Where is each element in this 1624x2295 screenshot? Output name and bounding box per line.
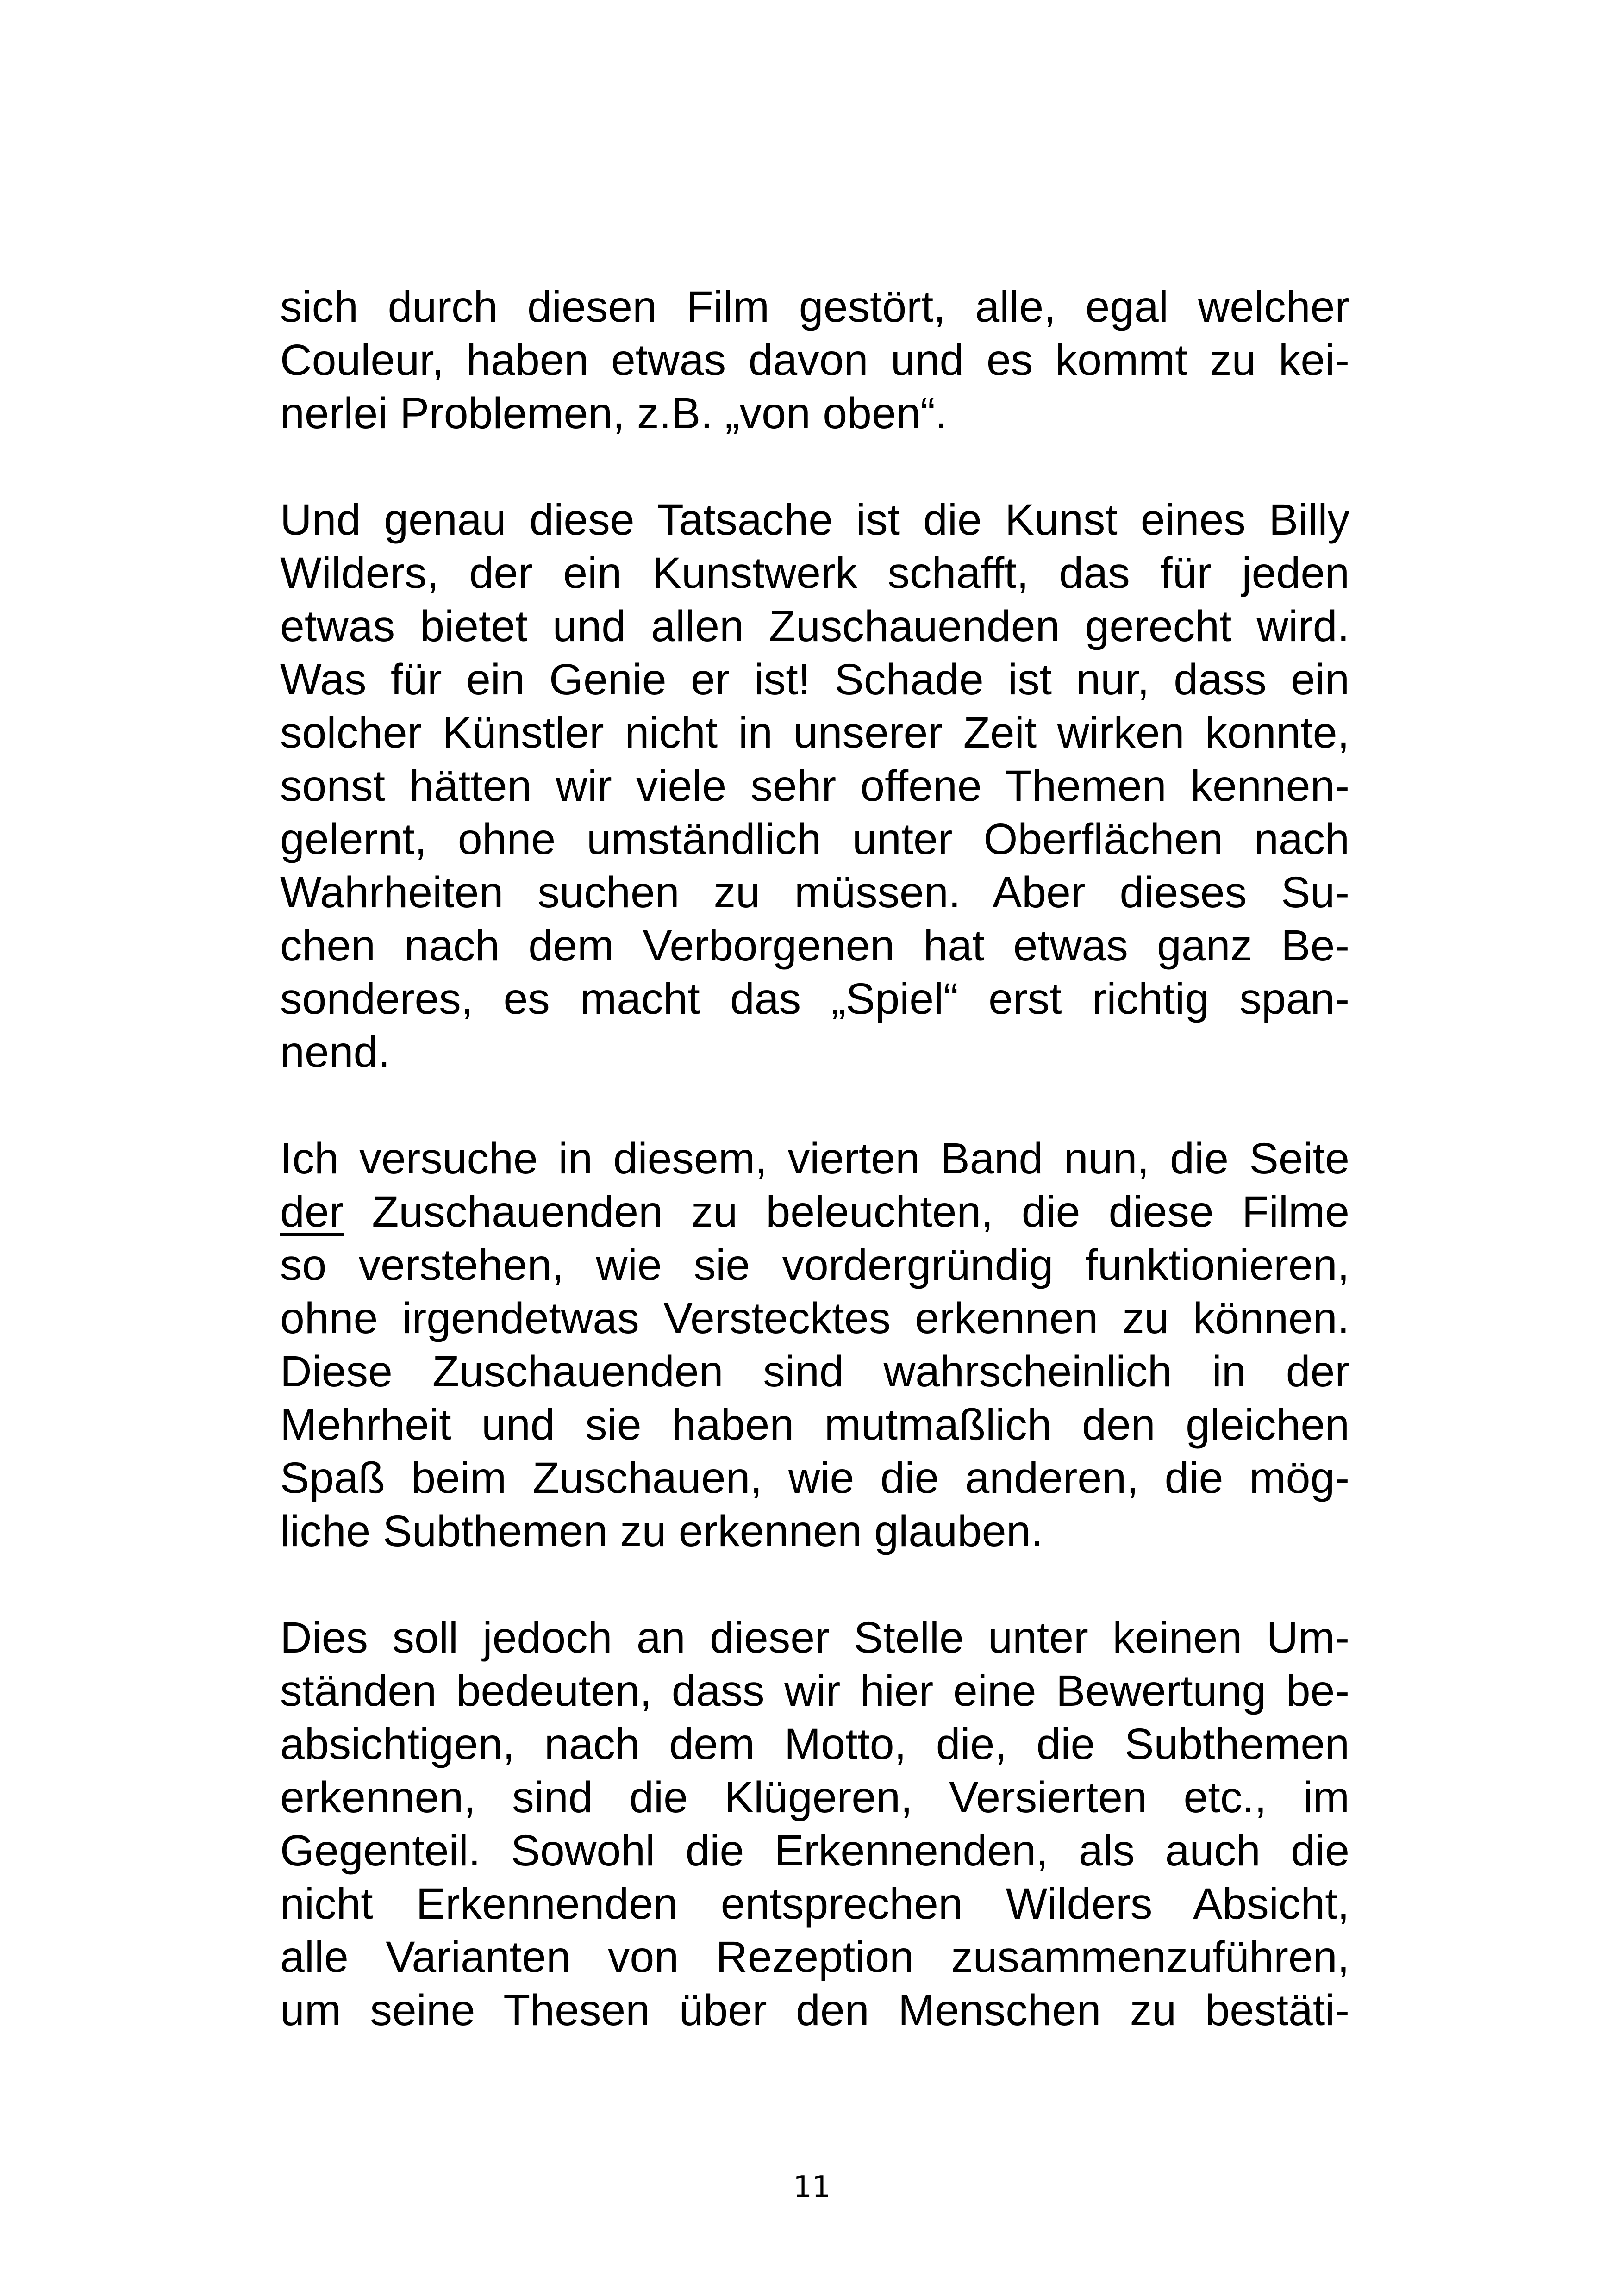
text-line: etwas bietet und allen Zuschauenden gerecht wird. — [280, 602, 1349, 651]
text-line: Und genau diese Tatsache ist die Kunst eines Billy — [280, 495, 1349, 544]
text-line: Ich versuche in diesem, vierten Band nun, die Seite — [280, 1134, 1349, 1183]
text-line: Diese Zuschauenden sind wahrscheinlich in der — [280, 1347, 1349, 1396]
text-line: nerlei Problemen, z.B. „von oben“. — [280, 389, 948, 438]
text-line: Was für ein Genie er ist! Schade ist nur, dass ein — [280, 655, 1349, 704]
text-line: solcher Künstler nicht in unserer Zeit wirken konnte, — [280, 708, 1349, 757]
text-line: so verstehen, wie sie vordergründig funktionieren, — [280, 1241, 1349, 1290]
text-line: ohne irgendetwas Verstecktes erkennen zu können. — [280, 1294, 1349, 1343]
text-line: Spaß beim Zuschauen, wie die anderen, die mög- — [280, 1453, 1349, 1503]
text-line: Mehrheit und sie haben mutmaßlich den gleichen — [280, 1400, 1349, 1449]
paragraph-2 — [280, 493, 1349, 1079]
text-line-rest: Zuschauenden zu beleuchten, die diese Filme — [372, 1187, 1349, 1236]
text-line: Wahrheiten suchen zu müssen. Aber dieses Su- — [280, 868, 1349, 917]
text-line: erkennen, sind die Klügeren, Versierten etc., im — [280, 1773, 1349, 1822]
underlined-word: der — [280, 1187, 344, 1236]
paragraph-1 — [280, 281, 1349, 440]
text-line: sich durch diesen Film gestört, alle, egal welcher — [280, 282, 1349, 331]
text-line: liche Subthemen zu erkennen glauben. — [280, 1507, 1043, 1556]
text-line: Dies soll jedoch an dieser Stelle unter keinen Um- — [280, 1613, 1349, 1662]
text-line: Couleur, haben etwas davon und es kommt zu kei- — [280, 336, 1349, 385]
text-line: Wilders, der ein Kunstwerk schafft, das für jeden — [280, 549, 1349, 598]
body-text — [280, 281, 1349, 2090]
page-number: 11 — [793, 2170, 831, 2204]
text-line: ständen bedeuten, dass wir hier eine Bewertung be- — [280, 1666, 1349, 1715]
text-line: alle Varianten von Rezeption zusammenzuführen, — [280, 1933, 1349, 1982]
text-line: um seine Thesen über den Menschen zu bestäti- — [280, 1986, 1349, 2035]
text-line: sonderes, es macht das „Spiel“ erst richtig span- — [280, 974, 1349, 1023]
paragraph-4 — [280, 1611, 1349, 2037]
paragraph-3 — [280, 1132, 1349, 1558]
text-line: sonst hätten wir viele sehr offene Themen kennen- — [280, 761, 1349, 811]
text-line-with-underline — [280, 1185, 1349, 1239]
text-line: Gegenteil. Sowohl die Erkennenden, als auch die — [280, 1826, 1349, 1875]
text-line: chen nach dem Verborgenen hat etwas ganz Be- — [280, 921, 1349, 970]
text-line: absichtigen, nach dem Motto, die, die Subthemen — [280, 1720, 1349, 1769]
text-line: gelernt, ohne umständlich unter Oberflächen nach — [280, 815, 1349, 864]
text-line: nicht Erkennenden entsprechen Wilders Absicht, — [280, 1879, 1349, 1928]
text-line: nend. — [280, 1028, 390, 1077]
